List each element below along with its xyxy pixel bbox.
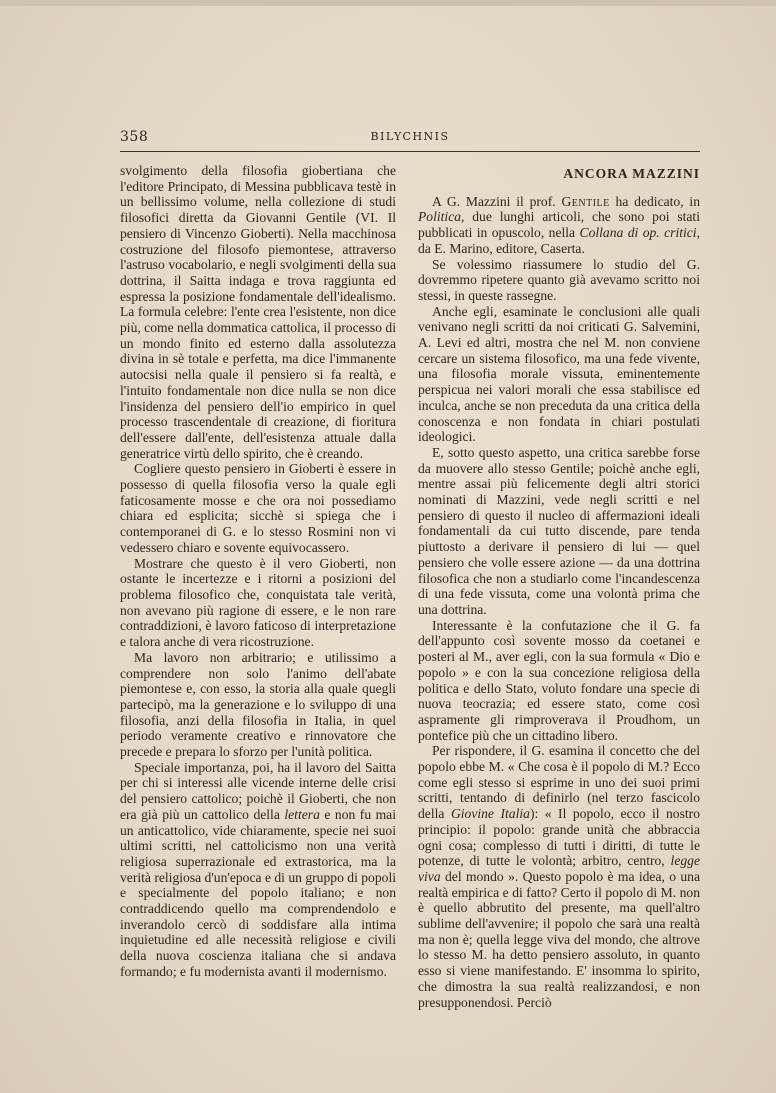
left-column (120, 163, 396, 980)
text-segment: e non fu mai un anticattolico, vide chiaramente, specie nei suoi ultimi scritti, nel cattolicismo non una verità religiosa superrazionale ed extrastorica, ma la verità religiosa d'un'epoca e di un gruppo di popoli e specialmente del popolo italiano; e non contraddicendo quello ma comprendendolo e inverandolo cercò di soddisfare alla intima inquietudine ed alle necessità religiose e civili della nuova coscienza italiana che si andava formando; e fu modernista avanti il modernismo. (120, 806, 396, 979)
text-segment: ): « Il popolo, ecco il nostro principio: il popolo: grande unità che abbraccia ogni cosa; complesso di tutti i diritti, di tutte le potenze, di tutte le volontà; arbitro, centro, (418, 806, 700, 869)
page-number: 358 (120, 129, 149, 145)
text-segment: Se volessimo riassumere lo studio del G. dovremmo ripetere quanto già avevamo scritto noi stessi, in queste rassegne. (418, 256, 700, 303)
page-header (120, 129, 700, 147)
italic-text: Collana di op. critici (579, 225, 697, 241)
text-segment: Cogliere questo pensiero in Gioberti è essere in possesso di quella filosofia verso la quale egli faticosamente mosse e che ora noi possediamo chiara ed esplicita; sicchè si spiega che i contemporanei di G. e lo stesso Rosmini non vi vedessero chiaro e sovente equivocassero. (120, 461, 396, 555)
right-column (418, 163, 700, 1010)
running-title: BILYCHNIS (370, 130, 450, 143)
page-top-edge (0, 0, 776, 6)
paragraph (418, 618, 700, 744)
paragraph (418, 445, 700, 618)
text-segment: A G. Mazzini il prof. (432, 193, 562, 209)
paragraph (120, 650, 396, 760)
paragraph (120, 760, 396, 980)
paragraph (418, 257, 700, 304)
paragraph (418, 194, 700, 257)
text-segment: , da E. Marino, editore, Caserta. (418, 225, 700, 256)
italic-text: legge viva (418, 853, 700, 884)
text-segment: , due lunghi articoli, che sono poi stati pubblicati in opuscolo, nella (418, 209, 700, 241)
paragraph (418, 743, 700, 1010)
text-segment: Speciale importanza, poi, ha il lavoro del Saitta per chi si interessi alle vicende interne delle crisi del pensiero cattolico; poichè il Gioberti, che non era già più un cattolico della (120, 759, 396, 822)
paragraph (418, 304, 700, 445)
right-column-body (418, 194, 700, 1011)
text-segment: E, sotto questo aspetto, una critica sarebbe forse da muovere allo stesso Gentile; poichè anche egli, mentre assai più felicemente degli altri storici nominati di Mazzini, vede negli scritti e nel pensiero di questo il nucleo di affermazioni ideali fondamentali da cui tutto discende, pare tenda piuttosto a derivare il pensiero di lui — quel pensiero che volle essere azione — da una dottrina filosofica che non a studiarlo come l'incandescenza di una fede vissuta, come una volontà prima che una dottrina. (418, 444, 700, 617)
italic-text: lettera (284, 806, 320, 822)
paragraph (120, 163, 396, 461)
text-segment: svolgimento della filosofia giobertiana che l'editore Principato, di Messina pubblicava testè in un bellissimo volume, nella collezione di studi filosofici diretta da Giovanni Gentile (VI. Il pensiero di Vincenzo Gioberti). Nella macchinosa costruzione del filosofo piemontese, attraverso l'astruso vocabolario, e negli svolgimenti della sua dottrina, il Saitta indaga e trova raggiunta ed espressa la posizione fondamentale dell'idealismo. La formula celebre: l'ente crea l'esistente, non dice più, come nella dommatica cattolica, il processo di un mondo finito ed esterno dalla assolutezza divina in sè totale e perfetta, ma dice l'immanente autocsisi nella quale il pensiero si fa realtà, e l'intuito fondamentale non dice nulla se non dice l'insidenza del pensiero dell'io empirico in quel processo trascendentale di creazione, di fioritura dell'essere dall'ente, dell'esistenza attuale dalla generatrice virtù dello spirito, che è creando. (120, 163, 396, 461)
text-segment: Gentile (561, 193, 610, 209)
paragraph (120, 461, 396, 555)
text-segment: Ma lavoro non arbitrario; e utilissimo a comprendere non solo l'animo dell'abate piemontese e, con esso, la storia alla quale quegli partecipò, ma la generazione e lo sviluppo di una filosofia, anzi della filosofia in Italia, in quel periodo veramente creativo e rinnovatore che precede e prepara lo sforzo per l'unità politica. (120, 649, 396, 760)
text-segment: Interessante è la confutazione che il G. fa dell'appunto così sovente mosso da coetanei e posteri al M., aver egli, con la sua formula « Dio e popolo » e con la sua concezione religiosa della politica e dello Stato, voluto fondare una specie di nuova teocrazia; ed essere stato, come così aspramente gli rimproverava il Proudhom, un pontefice più che un cittadino libero. (418, 617, 700, 743)
italic-text: Politica (418, 209, 462, 225)
text-segment: Anche egli, esaminate le conclusioni alle quali venivano negli scritti da noi criticati G. Salvemini, A. Levi ed altri, mostra che nel M. non conviene cercare un sistema filosofico, ma una fede vivente, una filosofia morale vissuta, eminentemente perspicua nei valori morali che essa stabilisce ed inculca, anche se non preceduta da una critica della conoscenza e non fondata in chiari postulati ideologici. (418, 303, 700, 445)
header-rule (120, 151, 700, 152)
italic-text: Giovine Italia (450, 806, 530, 822)
article-title: ANCORA MAZZINI (563, 166, 700, 181)
text-segment: del mondo ». Questo popolo è ma idea, o una realtà empirica e di fatto? Certo il popolo di M. non è quello abbrutito del presente, ma quell'altro sublime dell'avvenire; il popolo che sarà una realtà ma non è; quella legge viva del mondo, che altrove lo stesso M. ha detto pensiero assoluto, in quanto esso si viene manifestando. E' insomma lo spirito, che dimostra la sua realtà realizzandosi, e non presupponendosi. Perciò (418, 868, 700, 1010)
text-segment: ha dedicato, in (609, 193, 700, 209)
paragraph (120, 556, 396, 650)
text-segment: Mostrare che questo è il vero Gioberti, non ostante le incertezze e i ritorni a posizioni del problema filosofico che, conquistata tale verità, non avevano più ragione di essere, e le non rare contraddizioni, è lavoro faticoso di interpretazione e talora anche di vera ricostruzione. (120, 555, 396, 650)
text-segment: Per rispondere, il G. esamina il concetto che del popolo ebbe M. « Che cosa è il popolo di M.? Ecco come egli stesso si esprime in uno dei suoi primi scritti, tentando di definirlo (nel terzo fascicolo della (418, 743, 700, 822)
